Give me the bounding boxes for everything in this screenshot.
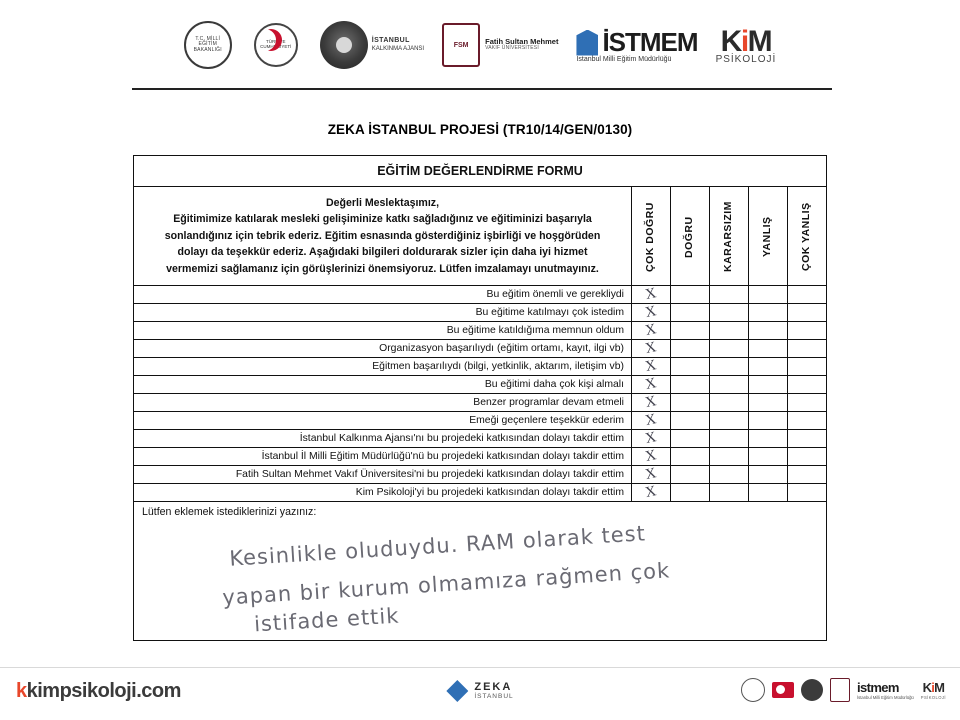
answer-cells	[631, 394, 826, 411]
question-label: Bu eğitime katılmayı çok istedim	[475, 307, 624, 319]
checkmark-icon: X	[643, 374, 658, 393]
answer-cell-cok-dogru[interactable]	[631, 322, 670, 339]
answer-cell-yanlis[interactable]	[748, 286, 787, 303]
fsm-crest-icon: FSM	[442, 23, 480, 67]
page-title: ZEKA İSTANBUL PROJESİ (TR10/14/GEN/0130)	[327, 122, 633, 137]
question-label: Kim Psikoloji'yi bu projedeki katkısından dolayı takdir ettim	[355, 487, 624, 499]
turkiye-cumhuriyeti-logo	[250, 21, 302, 69]
answer-cell-kararsizim[interactable]	[709, 322, 748, 339]
intro-line-2: Eğitimimize katılarak mesleki gelişiminize katkı sağladığınız ve eğitiminizi başarıyla	[173, 213, 592, 226]
footer-logo-strip	[741, 678, 946, 702]
checkmark-icon: X	[643, 320, 658, 339]
question-label: Emeği geçenlere teşekkür ederim	[469, 415, 624, 427]
answer-cell-kararsizim[interactable]	[709, 304, 748, 321]
turkish-flag-mini-icon	[772, 682, 794, 698]
question-label: Organizasyon başarılıydı (eğitim ortamı, kayıt, ilgi vb)	[379, 343, 624, 355]
checkmark-icon: X	[643, 464, 658, 483]
column-label-dogru: DOĞRU	[683, 216, 695, 258]
table-row	[134, 376, 826, 394]
istmem-sub: İstanbul Milli Eğitim Müdürlüğü	[576, 56, 672, 63]
table-row	[134, 286, 826, 304]
answer-cells	[631, 358, 826, 375]
question-label: Fatih Sultan Mehmet Vakıf Üniversitesi'ni bu projedeki katkısından dolayı takdir ettim	[235, 469, 624, 481]
istmem-mini-logo	[857, 680, 914, 700]
answer-cells	[631, 304, 826, 321]
answer-cell-dogru[interactable]	[670, 358, 709, 375]
checkmark-icon: X	[643, 338, 658, 357]
answer-cell-cok-yanlis[interactable]	[787, 412, 826, 429]
answer-cell-cok-dogru[interactable]	[631, 448, 670, 465]
answer-cells	[631, 466, 826, 483]
kim-sub: PSİKOLOJİ	[715, 54, 777, 65]
column-label-yanlis: YANLIŞ	[761, 216, 773, 258]
istmem-mini-sub: İstanbul Milli Eğitim Müdürlüğü	[856, 695, 914, 700]
answer-cells	[631, 484, 826, 501]
checkmark-icon: X	[643, 284, 658, 303]
zeka-text	[474, 681, 513, 700]
answer-cell-cok-dogru[interactable]	[631, 430, 670, 447]
handwriting-line-3: istifade ettik	[253, 603, 401, 637]
answer-cell-kararsizim[interactable]	[709, 484, 748, 501]
checkmark-icon: X	[643, 410, 658, 429]
table-row	[134, 304, 826, 322]
meb-seal-mini-icon	[741, 678, 765, 702]
answer-cell-dogru[interactable]	[670, 430, 709, 447]
intro-line-5: vermemizi sağlamanız için görüşlerinizi önemsiyoruz. Lütfen imzalamayı unutmayınız.	[166, 262, 599, 275]
answer-cell-yanlis[interactable]	[748, 322, 787, 339]
answer-cell-yanlis[interactable]	[748, 466, 787, 483]
answer-cell-cok-yanlis[interactable]	[787, 394, 826, 411]
istmem-row	[576, 27, 697, 58]
answer-cells	[631, 430, 826, 447]
zeka-title: ZEKA	[474, 681, 513, 694]
page-footer	[0, 667, 960, 720]
rating-column-headers	[631, 187, 826, 285]
question-label: Eğitmen başarılıydı (bilgi, yetkinlik, aktarım, iletişim vb)	[372, 361, 624, 373]
fsm-sub: VAKIF ÜNİVERSİTESİ	[485, 45, 539, 52]
table-row	[134, 430, 826, 448]
column-label-cok-yanlis: ÇOK YANLIŞ	[800, 202, 812, 272]
answer-cells	[631, 340, 826, 357]
turkiye-seal-text: TÜRKİYE CUMHURİYETİ	[260, 39, 292, 49]
answer-cell-cok-yanlis[interactable]	[787, 466, 826, 483]
answer-cell-yanlis[interactable]	[748, 412, 787, 429]
answer-cell-dogru[interactable]	[670, 448, 709, 465]
zeka-sub: İSTANBUL	[474, 693, 514, 701]
form-intro-text	[134, 187, 631, 285]
footer-kim-psikoloji-text: kimpsikoloji.com	[26, 680, 181, 702]
answer-cells	[631, 322, 826, 339]
answer-cell-cok-dogru[interactable]	[631, 286, 670, 303]
column-header-yanlis	[748, 187, 787, 285]
header-divider	[132, 88, 832, 90]
answer-cell-yanlis[interactable]	[748, 448, 787, 465]
answer-cell-cok-yanlis[interactable]	[787, 484, 826, 501]
header-logo-band	[0, 6, 960, 84]
column-label-cok-dogru: ÇOK DOĞRU	[644, 202, 656, 272]
answer-cell-yanlis[interactable]	[748, 304, 787, 321]
fsm-title: Fatih Sultan Mehmet	[485, 36, 559, 46]
column-header-dogru	[670, 187, 709, 285]
kim-mini-sub: PSİKOLOJİ	[920, 695, 946, 700]
answer-cell-yanlis[interactable]	[748, 376, 787, 393]
kim-mini-title: KiM	[922, 680, 945, 695]
question-label: Benzer programlar devam etmeli	[473, 397, 624, 409]
answer-cell-kararsizim[interactable]	[709, 430, 748, 447]
answer-cell-dogru[interactable]	[670, 286, 709, 303]
answer-cell-kararsizim[interactable]	[709, 358, 748, 375]
kim-title: KiM	[720, 25, 772, 58]
answer-cell-kararsizim[interactable]	[709, 394, 748, 411]
answer-cell-dogru[interactable]	[670, 412, 709, 429]
question-label: Bu eğitimi daha çok kişi almalı	[484, 379, 624, 391]
answer-cell-cok-yanlis[interactable]	[787, 448, 826, 465]
answer-cell-dogru[interactable]	[670, 340, 709, 357]
answer-cell-cok-yanlis[interactable]	[787, 340, 826, 357]
kalkinma-ajansi-text	[372, 37, 424, 53]
handwriting-line-1: Kesinlikle oluduydu. RAM olarak test	[228, 521, 647, 571]
answer-cell-dogru[interactable]	[670, 304, 709, 321]
column-label-kararsizim: KARARSIZIM	[722, 201, 734, 273]
kim-psikoloji-logo	[716, 25, 777, 65]
istanbul-kalkinma-ajansi-mini-icon	[801, 679, 823, 701]
istmem-badge-icon	[576, 30, 598, 56]
answer-cell-yanlis[interactable]	[748, 340, 787, 357]
table-row	[134, 484, 826, 502]
form-intro-row	[134, 187, 826, 286]
answer-cell-cok-dogru[interactable]	[631, 394, 670, 411]
table-row	[134, 322, 826, 340]
kim-psikoloji-mini-logo	[921, 680, 946, 700]
answer-cell-cok-yanlis[interactable]	[787, 358, 826, 375]
table-row	[134, 358, 826, 376]
answer-cell-cok-yanlis[interactable]	[787, 286, 826, 303]
fatih-sultan-mehmet-logo	[442, 23, 558, 67]
meb-seal-logo	[184, 21, 232, 69]
istanbul-kalkinma-ajansi-logo	[320, 21, 424, 69]
question-label: Bu eğitim önemli ve gerekliydi	[486, 289, 624, 301]
table-row	[134, 448, 826, 466]
istmem-logo	[576, 27, 697, 63]
answer-cell-kararsizim[interactable]	[709, 466, 748, 483]
table-row	[134, 466, 826, 484]
answer-cell-kararsizim[interactable]	[709, 340, 748, 357]
free-text-label: Lütfen eklemek istediklerinizi yazınız:	[142, 506, 317, 519]
answer-cell-dogru[interactable]	[670, 484, 709, 501]
form-title: EĞİTİM DEĞERLENDİRME FORMU	[134, 156, 826, 187]
answer-cell-dogru[interactable]	[670, 376, 709, 393]
question-label: İstanbul Kalkınma Ajansı'nı bu projedeki katkısından dolayı takdir ettim	[299, 433, 624, 445]
checkmark-icon: X	[643, 302, 658, 321]
intro-line-3: sonlandığınız için tebrik ederiz. Eğitim esnasında gösterdiğiniz işbirliği ve hoşgörüden	[164, 229, 601, 242]
answer-cell-yanlis[interactable]	[748, 430, 787, 447]
answer-cell-dogru[interactable]	[670, 322, 709, 339]
answer-cell-cok-dogru[interactable]	[631, 304, 670, 321]
column-header-cok-yanlis	[787, 187, 826, 285]
meb-seal-icon	[184, 21, 232, 69]
kalkinma-ajansi-icon	[320, 21, 368, 69]
footer-kim-psikoloji-logo: kkimpsikoloji.com	[16, 680, 181, 702]
footer-zeka-istanbul-logo	[446, 680, 513, 702]
answer-cell-cok-dogru[interactable]	[631, 484, 670, 501]
zeka-diamond-icon	[446, 680, 468, 702]
crescent-icon	[254, 29, 276, 51]
answer-cells	[631, 448, 826, 465]
answer-cell-cok-dogru[interactable]	[631, 376, 670, 393]
checkmark-icon: X	[643, 482, 658, 501]
checkmark-icon: X	[643, 392, 658, 411]
answer-cell-kararsizim[interactable]	[709, 448, 748, 465]
evaluation-form	[133, 155, 827, 641]
istmem-title: İSTMEM	[602, 27, 698, 57]
table-row	[134, 340, 826, 358]
answer-cell-dogru[interactable]	[670, 394, 709, 411]
table-row	[134, 394, 826, 412]
checkmark-icon: X	[643, 446, 658, 465]
answer-cell-kararsizim[interactable]	[709, 376, 748, 393]
kalkinma-ajansi-title: İSTANBUL	[371, 36, 410, 44]
handwriting-line-2: yapan bir kurum olmamıza rağmen çok	[221, 558, 671, 610]
answer-cells	[631, 376, 826, 393]
answer-cell-cok-yanlis[interactable]	[787, 376, 826, 393]
answer-cells	[631, 412, 826, 429]
answer-cell-cok-yanlis[interactable]	[787, 322, 826, 339]
answer-cell-kararsizim[interactable]	[709, 412, 748, 429]
column-header-kararsizim	[709, 187, 748, 285]
answer-cell-cok-dogru[interactable]	[631, 340, 670, 357]
checkmark-icon: X	[643, 356, 658, 375]
kalkinma-ajansi-sub: KALKINMA AJANSI	[371, 45, 425, 52]
intro-line-1: Değerli Meslektaşımız,	[325, 197, 440, 209]
answer-cells	[631, 286, 826, 303]
table-row	[134, 412, 826, 430]
free-text-area[interactable]	[134, 520, 826, 640]
checkmark-icon: X	[643, 428, 658, 447]
answer-cell-cok-dogru[interactable]	[631, 358, 670, 375]
istmem-mini-title: istmem	[856, 680, 899, 695]
answer-cell-cok-yanlis[interactable]	[787, 304, 826, 321]
fsm-text	[485, 38, 558, 52]
answer-cell-cok-dogru[interactable]	[631, 466, 670, 483]
meb-seal-text: T.C. MİLLİ EĞİTİM BAKANLIĞI	[193, 36, 222, 53]
question-label: İstanbul İl Milli Eğitim Müdürlüğü'nü bu projedeki katkısından dolayı takdir ettim	[261, 451, 624, 463]
answer-cell-cok-dogru[interactable]	[631, 412, 670, 429]
answer-cell-yanlis[interactable]	[748, 394, 787, 411]
fatih-sultan-mehmet-mini-icon	[830, 678, 850, 702]
answer-cell-yanlis[interactable]	[748, 484, 787, 501]
question-label: Bu eğitime katıldığıma memnun oldum	[446, 325, 624, 337]
answer-cell-cok-yanlis[interactable]	[787, 430, 826, 447]
column-header-cok-dogru	[631, 187, 670, 285]
answer-cell-kararsizim[interactable]	[709, 286, 748, 303]
answer-cell-yanlis[interactable]	[748, 358, 787, 375]
intro-line-4: dolayı da teşekkür ederiz. Aşağıdaki bilgileri doldurarak sizler için daha iyi hizmet	[177, 246, 588, 259]
answer-cell-dogru[interactable]	[670, 466, 709, 483]
